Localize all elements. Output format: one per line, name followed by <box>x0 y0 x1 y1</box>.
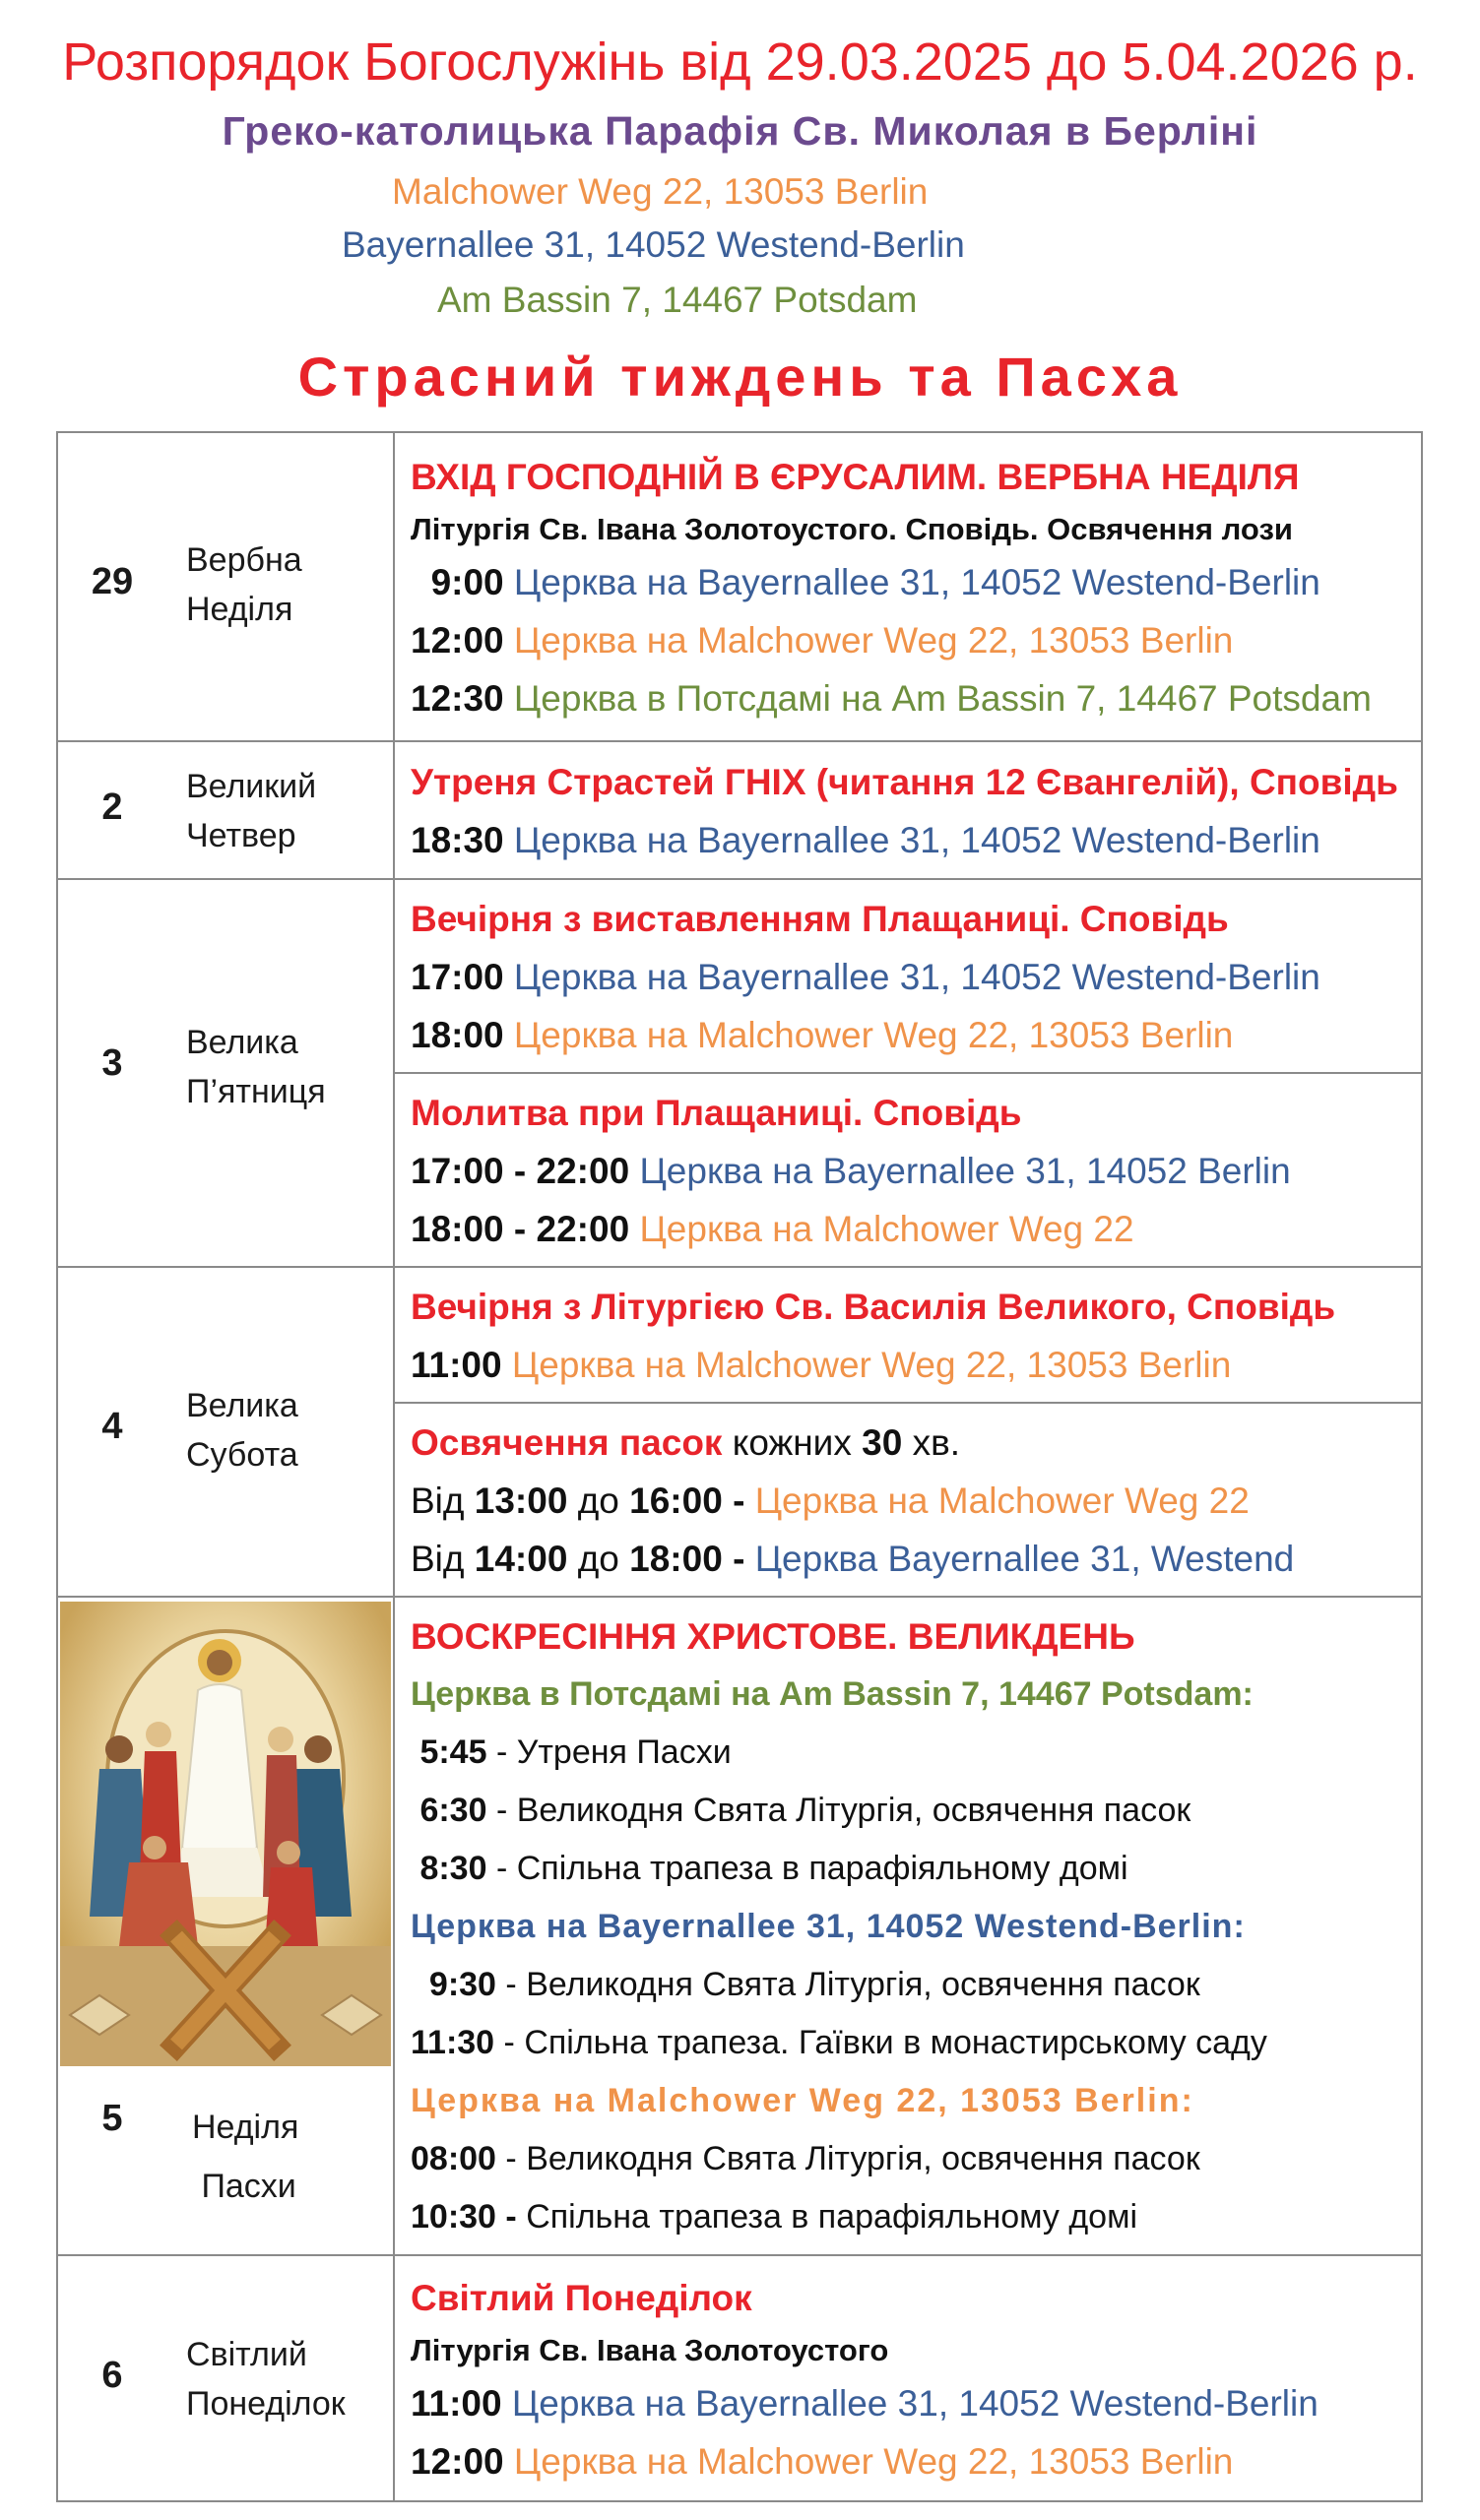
event-block <box>395 1072 1421 1266</box>
event-row: 18:00 Церква на Malchower Weg 22, 13053 Berlin <box>411 1015 1234 1055</box>
event-row: 12:00 Церква на Malchower Weg 22, 13053 Berlin <box>411 2440 1234 2482</box>
day-number: 5 <box>101 2098 123 2139</box>
church-heading: Церква на Bayernallee 31, 14052 Westend-Berlin: <box>411 1908 1246 1945</box>
day-name: Неділя Пасхи <box>192 2109 299 2205</box>
day-cell <box>57 741 394 879</box>
event-title: Утреня Страстей ГНІХ (читання 12 Євангелій), Сповідь <box>411 762 1398 802</box>
event-block <box>395 438 1421 735</box>
events-cell <box>394 432 1422 741</box>
event-block <box>395 880 1421 1072</box>
address-bayernallee: Bayernallee 31, 14052 Westend-Berlin <box>342 224 965 265</box>
day-cell <box>57 1597 394 2255</box>
week-title: Страсний тиждень та Пасха <box>297 346 1183 408</box>
day-row <box>57 2255 1422 2501</box>
event-block <box>395 1402 1421 1596</box>
event-title: Освячення пасок кожних 30 хв. <box>411 1422 961 1463</box>
event-row: 08:00 - Великодня Свята Літургія, освячення пасок <box>411 2140 1200 2177</box>
day-name: Вербна Неділя <box>186 541 302 628</box>
event-row: 11:30 - Спільна трапеза. Гаївки в монастирському саду <box>411 2024 1267 2061</box>
day-name: Велика Субота <box>186 1387 298 1474</box>
day-cell <box>57 2255 394 2501</box>
event-row: 17:00 - 22:00 Церква на Bayernallee 31, 14052 Berlin <box>411 1151 1291 1191</box>
day-cell <box>57 1267 394 1597</box>
day-name: Світлий Понеділок <box>186 2336 346 2423</box>
address-potsdam: Am Bassin 7, 14467 Potsdam <box>437 280 918 320</box>
event-title: ВХІД ГОСПОДНІЙ В ЄРУСАЛИМ. ВЕРБНА НЕДІЛЯ <box>411 457 1300 497</box>
events-cell <box>394 741 1422 879</box>
day-cell <box>57 879 394 1267</box>
event-row: Від 13:00 до 16:00 - Церква на Malchower Weg 22 <box>411 1480 1250 1521</box>
events-cell <box>394 1597 1422 2255</box>
event-row: 12:30 Церква в Потсдамі на Am Bassin 7, 14467 Potsdam <box>411 678 1372 719</box>
event-title: Молитва при Плащаниці. Сповідь <box>411 1093 1022 1133</box>
event-row: 9:00 Церква на Bayernallee 31, 14052 Westend-Berlin <box>430 562 1320 602</box>
day-name: Велика П’ятниця <box>186 1024 326 1110</box>
day-number: 2 <box>101 787 123 828</box>
event-row: 6:30 - Великодня Свята Літургія, освячення пасок <box>419 1792 1191 1829</box>
resurrection-icon <box>60 1602 391 2066</box>
event-block <box>395 1268 1421 1402</box>
day-row <box>57 879 1422 1267</box>
event-row: 18:30 Церква на Bayernallee 31, 14052 Westend-Berlin <box>411 820 1320 860</box>
event-row: 11:00 Церква на Malchower Weg 22, 13053 Berlin <box>411 1345 1232 1385</box>
event-title: Вечірня з Літургією Св. Василія Великого, Сповідь <box>411 1287 1336 1327</box>
event-row: 11:00 Церква на Bayernallee 31, 14052 Westend-Berlin <box>411 2382 1319 2424</box>
day-row <box>57 1267 1422 1597</box>
schedule-table <box>56 431 1423 2502</box>
event-block <box>395 2259 1421 2498</box>
schedule-title: Розпорядок Богослужінь від 29.03.2025 до 5.04.2026 р. <box>62 32 1418 92</box>
parish-name: Греко-католицька Парафія Св. Миколая в Берліні <box>222 108 1258 154</box>
event-block <box>395 1598 1421 2254</box>
event-subtitle: Літургія Св. Івана Золотоустого. Сповідь. Освячення лози <box>411 512 1293 546</box>
day-number: 6 <box>101 2355 123 2396</box>
church-heading: Церква на Malchower Weg 22, 13053 Berlin: <box>411 2082 1194 2119</box>
event-row: 18:00 - 22:00 Церква на Malchower Weg 22 <box>411 1209 1134 1249</box>
events-cell <box>394 2255 1422 2501</box>
events-cell <box>394 1267 1422 1597</box>
event-row: 5:45 - Утреня Пасхи <box>419 1733 732 1771</box>
event-row: 8:30 - Спільна трапеза в парафіяльному домі <box>419 1850 1128 1887</box>
day-number: 4 <box>101 1406 123 1447</box>
event-row: 12:00 Церква на Malchower Weg 22, 13053 Berlin <box>411 620 1234 661</box>
church-heading: Церква в Потсдамі на Am Bassin 7, 14467 Potsdam: <box>411 1675 1254 1713</box>
day-row <box>57 432 1422 741</box>
event-row: 17:00 Церква на Bayernallee 31, 14052 Westend-Berlin <box>411 957 1320 997</box>
event-title: ВОСКРЕСІННЯ ХРИСТОВЕ. ВЕЛИКДЕНЬ <box>411 1616 1135 1657</box>
day-number: 29 <box>91 561 134 602</box>
event-subtitle: Літургія Св. Івана Золотоустого <box>411 2332 889 2367</box>
event-row: 9:30 - Великодня Свята Літургія, освячення пасок <box>428 1966 1200 2003</box>
address-malchower: Malchower Weg 22, 13053 Berlin <box>392 171 929 212</box>
day-row <box>57 1597 1422 2255</box>
event-title: Вечірня з виставленням Плащаниці. Сповідь <box>411 899 1229 939</box>
day-name: Великий Четвер <box>186 768 317 854</box>
event-row: Від 14:00 до 18:00 - Церква Bayernallee 31, Westend <box>411 1539 1295 1579</box>
day-cell <box>57 432 394 741</box>
day-number: 3 <box>101 1042 123 1084</box>
events-cell <box>394 879 1422 1267</box>
event-row: 10:30 - Спільна трапеза в парафіяльному домі <box>411 2198 1138 2236</box>
event-title: Світлий Понеділок <box>411 2277 752 2318</box>
day-row <box>57 741 1422 879</box>
event-block <box>395 743 1421 877</box>
